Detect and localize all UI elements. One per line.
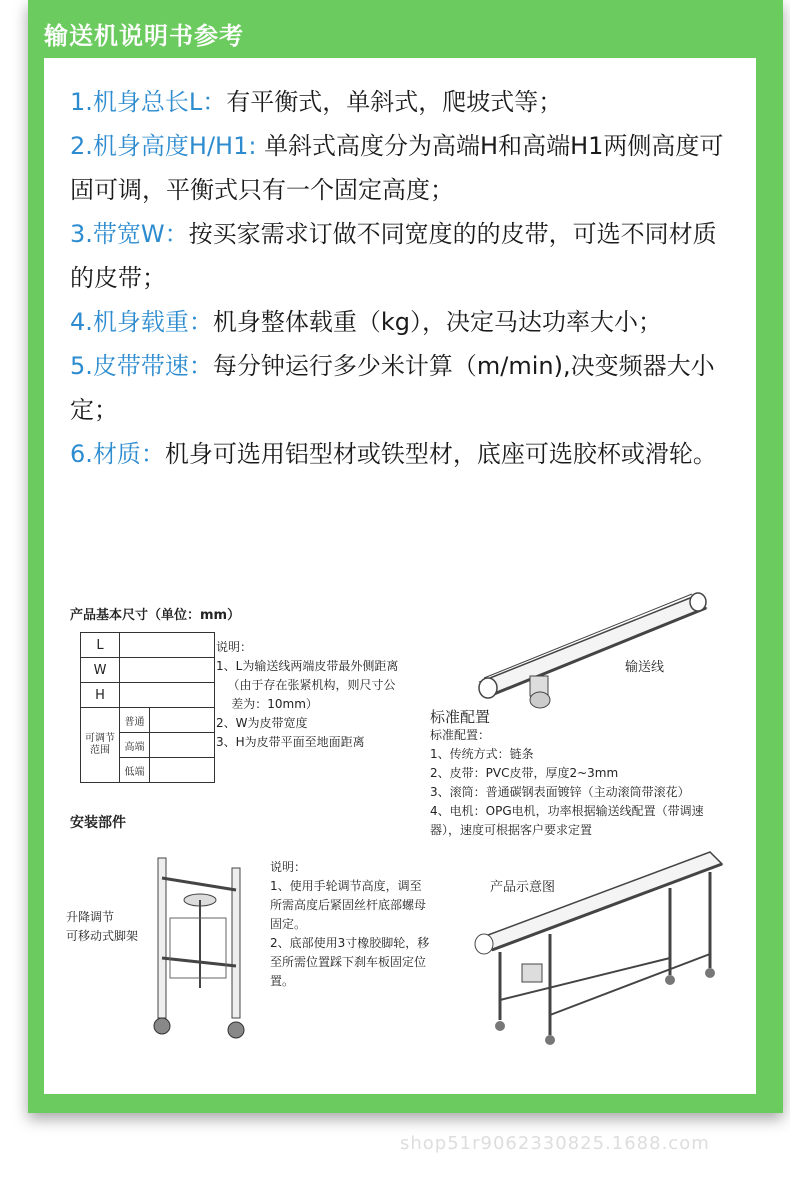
spec-text: 机身可选用铝型材或铁型材，底座可选胶杯或滑轮。 (164, 440, 717, 468)
spec-key: 2.机身高度H/H1: (70, 132, 265, 160)
size-row-label: L (81, 633, 120, 658)
technical-drawing (60, 590, 750, 1060)
spec-item (70, 432, 730, 476)
adjust-row-label: 低端 (120, 758, 150, 783)
adjust-range-label: 可调节范围 (81, 708, 120, 783)
spec-list (70, 80, 730, 476)
size-notes: 说明： 1、L为输送线两端皮带最外侧距离 （由于存在张紧机构，则尺寸公 差为：10mm） 2、W为皮带宽度 3、H为皮带平面至地面距离 (216, 640, 399, 749)
product-diagram-label: 产品示意图 (490, 880, 556, 895)
spec-key: 4.机身载重： (70, 308, 213, 336)
spec-item (70, 212, 730, 300)
size-cell (120, 658, 215, 683)
spec-text: 有平衡式，单斜式，爬坡式等； (226, 88, 563, 116)
spec-text: 每分钟运行多少米计算（m/min),决变频器大小定； (70, 352, 715, 424)
spec-key: 1.机身总长L： (70, 88, 227, 116)
size-row-label: W (81, 658, 120, 683)
product-illustration (460, 830, 740, 1045)
conveyor-label: 输送线 (625, 660, 665, 675)
size-row-label: H (81, 683, 120, 708)
page-title: 输送机说明书参考 (44, 22, 244, 50)
stand-illustration (146, 848, 256, 1048)
size-cell (120, 683, 215, 708)
size-table (80, 632, 215, 783)
install-title: 安装部件 (70, 815, 126, 831)
install-notes: 说明： 1、使用手轮调节高度，调至 所需高度后紧固丝杆底部螺母 固定。 2、底部使用3寸橡胶脚轮，移 至所需位置踩下刹车板固定位 置。 (270, 860, 430, 988)
shop-url-footer: shop51r9062330825.1688.com (400, 1133, 710, 1154)
size-cell (150, 733, 215, 758)
spec-key: 6.材质： (70, 440, 165, 468)
size-cell (150, 708, 215, 733)
spec-text: 机身整体载重（kg），决定马达功率大小； (212, 308, 663, 336)
spec-item (70, 344, 730, 432)
standard-config-title: 标准配置 (430, 708, 491, 726)
adjust-row-label: 普通 (120, 708, 150, 733)
conveyor-illustration (470, 590, 730, 720)
size-table-title: 产品基本尺寸（单位：mm） (70, 608, 241, 623)
size-cell (150, 758, 215, 783)
spec-text: 按买家需求订做不同宽度的的皮带，可选不同材质的皮带； (70, 220, 717, 292)
spec-item (70, 80, 730, 124)
spec-text: 单斜式高度分为高端H和高端H1两侧高度可固可调，平衡式只有一个固定高度； (70, 132, 724, 204)
adjust-row-label: 高端 (120, 733, 150, 758)
standard-config-notes: 标准配置： 1、传统方式：链条 2、皮带：PVC皮带，厚度2~3mm 3、滚筒：普通碳钢表面镀锌（主动滚筒带滚花） 4、电机：OPG电机，功率根据输送线配置（带调速 器），速度可根据客户要求定置 (430, 728, 704, 837)
spec-item (70, 300, 730, 344)
spec-key: 3.带宽W： (70, 220, 189, 248)
spec-key: 5.皮带带速： (70, 352, 213, 380)
stand-label: 升降调节 可移动式脚架 (66, 910, 139, 943)
spec-item (70, 124, 730, 212)
size-cell (120, 633, 215, 658)
